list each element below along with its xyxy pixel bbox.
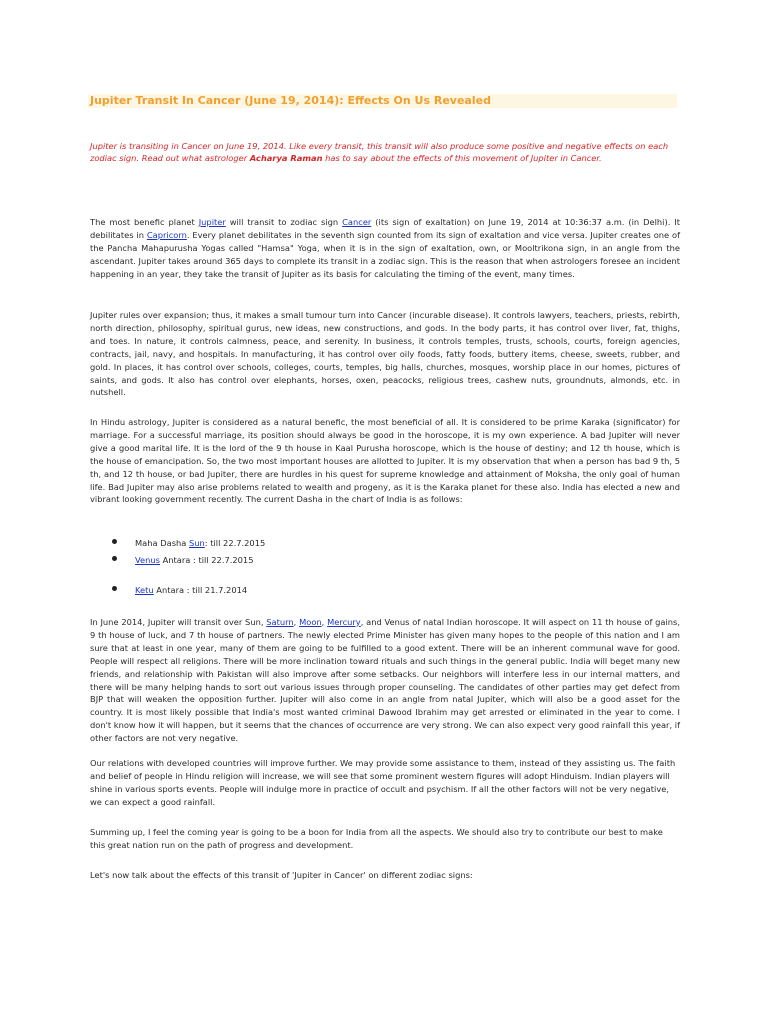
dasha-item xyxy=(112,537,265,549)
intro-author: Acharya Raman xyxy=(249,153,323,163)
intro-text-2: has to say about the effects of this movement of Jupiter in Cancer. xyxy=(322,153,602,163)
intro-text-1: Jupiter is transiting in Cancer on June 19, 2014. Like every transit, this transit will also produce some positive and negative effects on each zodiac sign. Read out what astrologer xyxy=(90,141,669,163)
p4-text: , and Venus of natal Indian horoscope. It will aspect on 11 th house of gains, 9 th house of luck, and 7 th house of partners. The newly elected Prime Minister has given many hopes to the people of this nation and I am sure that at least in one year, many of them are going to be fulfilled to a good extent. There will be an inherent communal wave for good. People will respect all religions. There will be more inclination toward rituals and such things in the general public. India will beget many new friends, and relationship with Pakistan will also improve after some setbacks. Our neighbors will interfere less in our internal matters, and there will be many helping hands to sort out various issues through proper counseling. The candidates of other parties may get defect from BJP that will weaken the opposition further. Jupiter will also come in an angle from natal Jupiter, which will also be a good asset for the country. It is most likely possible that India's most wanted criminal Dawood Ibrahim may get arrested or eliminated in the year to come. I don't know how it will happen, but it seems that the chances of occurrence are very strong. We can also expect very good rainfall this year, if other factors are not very negative. xyxy=(90,617,681,744)
paragraph-2: Jupiter rules over expansion; thus, it makes a small tumour turn into Cancer (incurable disease). It controls lawyers, teachers, priests, rebirth, north direction, philosophy, spiritual gurus, new ideas, new constructions, and gods. In the body parts, it has control over liver, fat, thighs, and toes. In nature, it controls calmness, peace, and serenity. In business, it controls temples, trusts, schools, courts, foreign agencies, contracts, jail, navy, and hospitals. In manufacturing, it has control over oily foods, fatty foods, buttery items, cheese, sweets, rubber, and gold. In places, it has control over schools, colleges, courts, temples, big halls, churches, mosques, worship place in our homes, pictures of saints, and gods. It also has control over elephants, horses, oxen, peacocks, religious trees, cashew nuts, groundnuts, almonds, etc. in nutshell. xyxy=(90,310,680,398)
link-saturn[interactable]: Saturn xyxy=(266,617,294,627)
dasha-suffix: Antara : till 21.7.2014 xyxy=(153,585,248,595)
p1-text: (its sign of exaltation) on June 19, 2014 at 10:36:37 a.m. (in Delhi). It debilitates in xyxy=(90,217,680,240)
dasha-suffix: : till 22.7.2015 xyxy=(204,538,266,548)
dasha-prefix: Maha Dasha xyxy=(135,538,189,548)
article-title: Jupiter Transit In Cancer (June 19, 2014): Effects On Us Revealed xyxy=(90,94,491,107)
paragraph-7: Let's now talk about the effects of this transit of 'Jupiter in Cancer' on different zodiac signs: xyxy=(90,870,473,880)
p4-separator: , xyxy=(293,617,300,627)
link-cancer[interactable]: Cancer xyxy=(342,217,372,227)
dasha-item xyxy=(112,584,247,596)
link-moon[interactable]: Moon xyxy=(299,617,322,627)
dasha-item xyxy=(112,554,254,566)
paragraph-5: Our relations with developed countries will improve further. We may provide some assistance to them, instead of they assisting us. The faith and belief of people in Hindu religion will increase, we will see that some prominent western figures will adopt Hinduism. Indian players will shine in various sports events. People will indulge more in practice of occult and psychism. If all the other factors will not be very negative, we can expect a good rainfall. xyxy=(90,758,676,807)
paragraph-4 xyxy=(90,616,680,745)
bullet-icon xyxy=(112,586,117,591)
paragraph-1 xyxy=(90,216,680,281)
p4-separator: , xyxy=(321,617,328,627)
intro-paragraph xyxy=(90,140,680,164)
link-jupiter[interactable]: Jupiter xyxy=(198,217,226,227)
link-capricorn[interactable]: Capricorn xyxy=(146,229,187,240)
link-sun[interactable]: Sun xyxy=(189,538,205,548)
link-venus[interactable]: Venus xyxy=(135,555,160,565)
bullet-icon xyxy=(112,556,117,561)
paragraph-6: Summing up, I feel the coming year is going to be a boon for India from all the aspects. We should also try to contribute our best to make this great nation run on the path of progress and development. xyxy=(90,827,663,850)
p1-text: The most benefic planet xyxy=(90,217,199,227)
p1-text: will transit to zodiac sign xyxy=(225,217,343,227)
p4-text: In June 2014, Jupiter will transit over Sun, xyxy=(90,617,267,627)
p1-text: . Every planet debilitates in the seventh sign counted from its sign of exaltation and vice versa. Jupiter creates one of the Pancha Mahapurusha Yogas called "Hamsa" Yoga, when it is in the sign of exaltation, own, or Mooltrikona sign, in an angle from the ascendant. Jupiter takes around 365 days to complete its transit in a zodiac sign. This is the reason that when astrologers foresee an incident happening in an year, they take the transit of Jupiter as its basis for calculating the timing of the event, many times. xyxy=(90,229,680,279)
link-mercury[interactable]: Mercury xyxy=(327,617,361,627)
dasha-suffix: Antara : till 22.7.2015 xyxy=(159,555,254,565)
link-ketu[interactable]: Ketu xyxy=(135,585,154,595)
bullet-icon xyxy=(112,539,117,544)
paragraph-3: In Hindu astrology, Jupiter is considered as a natural benefic, the most beneficial of all. It is considered to be prime Karaka (significator) for marriage. For a successful marriage, its position should always be good in the horoscope, it is my own experience. A bad Jupiter will never give a good marital life. It is the lord of the 9 th house in Kaal Purusha horoscope, which is the house of destiny; and 12 th house, which is the house of emancipation. So, the two most important houses are allotted to Jupiter. It is my observation that when a person has bad 9 th, 5 th, and 12 th house, or bad Jupiter, there are hurdles in his quest for supreme knowledge and attainment of Moksha, the only goal of human life. Bad Jupiter may also arise problems related to wealth and progeny, as it is the Karaka planet for these also. India has elected a new and vibrant looking government recently. The current Dasha in the chart of India is as follows: xyxy=(90,417,680,505)
